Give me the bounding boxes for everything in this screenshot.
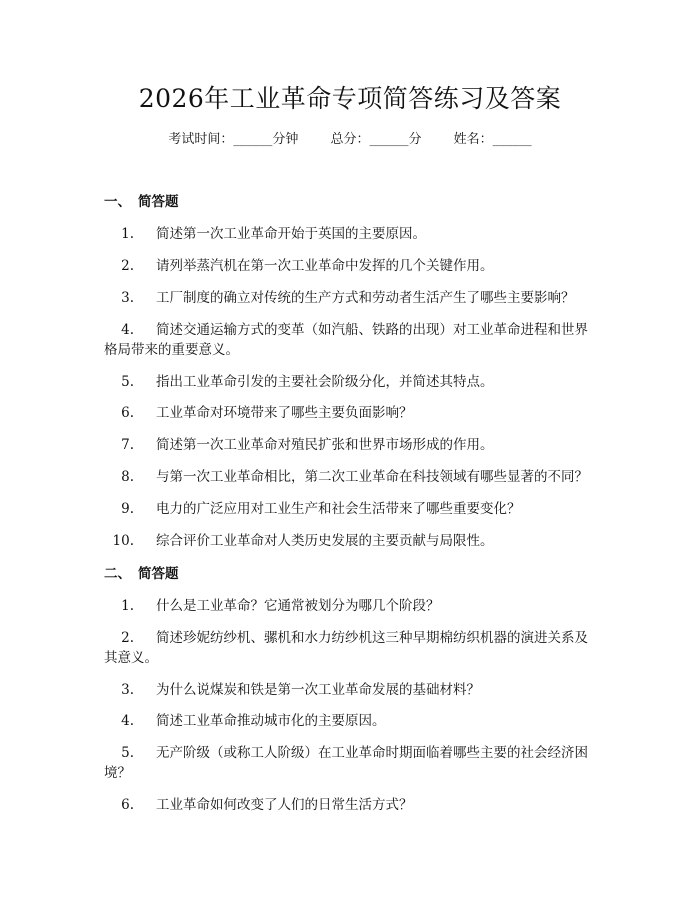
question-text: 综合评价工业革命对人类历史发展的主要贡献与局限性。 — [156, 533, 494, 549]
document-title: 2026年工业革命专项简答练习及答案 — [138, 84, 562, 113]
question-text: 工业革命如何改变了人们的日常生活方式？ — [156, 797, 413, 813]
question-item — [104, 320, 600, 360]
question-number: 9. — [121, 501, 134, 517]
question-number: 5. — [121, 374, 134, 390]
question-item — [104, 711, 600, 731]
question-number: 3. — [121, 290, 134, 306]
section-heading — [104, 192, 179, 212]
student-name-field: 姓名：______ — [453, 132, 532, 147]
question-item — [104, 435, 600, 455]
question-number: 4. — [121, 713, 134, 729]
question-number: 8. — [121, 469, 134, 485]
total-score-field: 总分：______分 — [330, 132, 422, 147]
question-item — [104, 795, 600, 815]
question-number: 1. — [121, 226, 134, 242]
question-text: 指出工业革命引发的主要社会阶级分化，并简述其特点。 — [156, 374, 494, 390]
question-item — [104, 499, 600, 519]
section-title: 简答题 — [138, 194, 179, 210]
question-item — [104, 467, 600, 487]
question-number: 2. — [121, 258, 134, 274]
section-title: 简答题 — [138, 566, 179, 582]
question-number: 3. — [121, 682, 134, 698]
section-heading — [104, 564, 179, 584]
section-number: 一、 — [104, 194, 131, 210]
question-item — [104, 743, 600, 783]
question-item — [104, 596, 600, 616]
question-text: 无产阶级（或称工人阶级）在工业革命时期面临着哪些主要的社会经济困境？ — [104, 745, 588, 781]
question-item — [104, 628, 600, 668]
question-text: 请列举蒸汽机在第一次工业革命中发挥的几个关键作用。 — [156, 258, 494, 274]
question-number: 5. — [121, 745, 134, 761]
question-number: 6. — [121, 405, 134, 421]
question-text: 为什么说煤炭和铁是第一次工业革命发展的基础材料？ — [156, 682, 480, 698]
exam-time-field: 考试时间：______分钟 — [168, 132, 299, 147]
question-text: 简述第一次工业革命开始于英国的主要原因。 — [156, 226, 426, 242]
question-number: 2. — [121, 630, 134, 646]
question-item — [104, 288, 600, 308]
question-text: 简述珍妮纺纱机、骡机和水力纺纱机这三种早期棉纺织机器的演进关系及其意义。 — [104, 630, 588, 666]
section-number: 二、 — [104, 566, 131, 582]
question-number: 1. — [121, 598, 134, 614]
question-item — [104, 372, 600, 392]
question-text: 简述工业革命推动城市化的主要原因。 — [156, 713, 386, 729]
question-item — [104, 403, 600, 423]
question-text: 什么是工业革命？它通常被划分为哪几个阶段？ — [156, 598, 440, 614]
question-number: 4. — [121, 322, 134, 338]
question-item — [104, 224, 600, 244]
question-item — [104, 680, 600, 700]
question-item — [104, 531, 600, 551]
question-number: 7. — [121, 437, 134, 453]
question-number: 6. — [121, 797, 134, 813]
question-text: 工业革命对环境带来了哪些主要负面影响？ — [156, 405, 413, 421]
exam-meta — [0, 130, 700, 150]
question-text: 电力的广泛应用对工业生产和社会生活带来了哪些重要变化？ — [156, 501, 521, 517]
question-text: 与第一次工业革命相比，第二次工业革命在科技领域有哪些显著的不同？ — [156, 469, 588, 485]
question-text: 简述交通运输方式的变革（如汽船、铁路的出现）对工业革命进程和世界格局带来的重要意义。 — [104, 322, 588, 358]
question-text: 简述第一次工业革命对殖民扩张和世界市场形成的作用。 — [156, 437, 494, 453]
question-item — [104, 256, 600, 276]
question-number: 10. — [112, 533, 134, 549]
question-text: 工厂制度的确立对传统的生产方式和劳动者生活产生了哪些主要影响？ — [156, 290, 575, 306]
